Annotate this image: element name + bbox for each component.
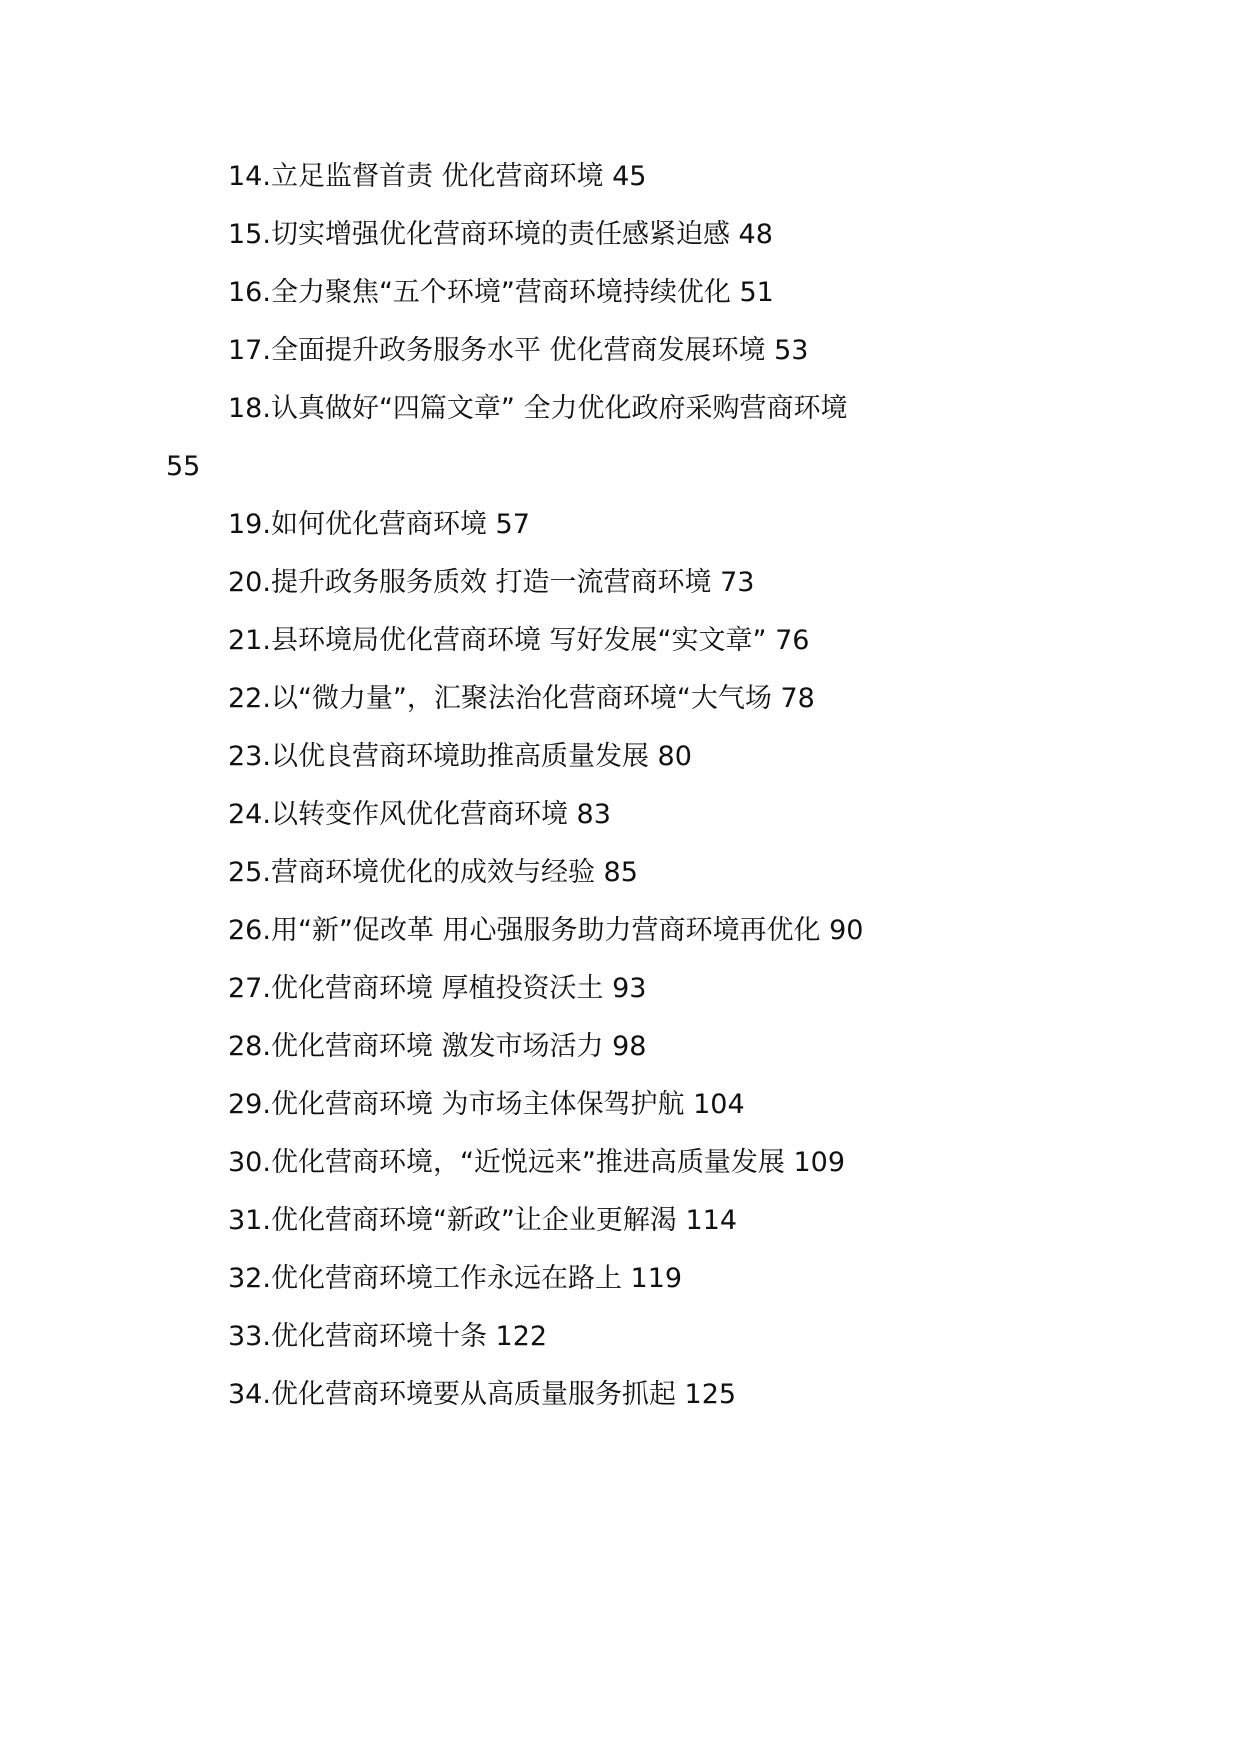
toc-entry-text: 21.县环境局优化营商环境 写好发展“实文章” 76 xyxy=(228,625,810,656)
toc-entry-17[interactable] xyxy=(0,322,1100,380)
toc-entry-text: 16.全力聚焦“五个环境”营商环境持续优化 51 xyxy=(228,277,774,308)
toc-entry-text: 23.以优良营商环境助推高质量发展 80 xyxy=(228,741,692,772)
toc-entry-text: 34.优化营商环境要从高质量服务抓起 125 xyxy=(228,1379,737,1410)
toc-entry-23[interactable] xyxy=(0,728,1100,786)
toc-entry-text: 19.如何优化营商环境 57 xyxy=(228,509,530,540)
toc-entry-32[interactable] xyxy=(0,1250,1100,1308)
toc-entry-text: 14.立足监督首责 优化营商环境 45 xyxy=(228,161,647,192)
toc-entry-text: 25.营商环境优化的成效与经验 85 xyxy=(228,857,638,888)
toc-entry-text: 20.提升政务服务质效 打造一流营商环境 73 xyxy=(228,567,755,598)
toc-entry-25[interactable] xyxy=(0,844,1100,902)
toc-entry-24[interactable] xyxy=(0,786,1100,844)
toc-entry-text: 15.切实增强优化营商环境的责任感紧迫感 48 xyxy=(228,219,773,250)
toc-entry-text: 17.全面提升政务服务水平 优化营商发展环境 53 xyxy=(228,335,809,366)
toc-entry-22[interactable] xyxy=(0,670,1100,728)
toc-entry-text: 30.优化营商环境，“近悦远来”推进高质量发展 109 xyxy=(228,1147,846,1178)
toc-entry-30[interactable] xyxy=(0,1134,1100,1192)
toc-entry-34[interactable] xyxy=(0,1366,1100,1424)
toc-entry-21[interactable] xyxy=(0,612,1100,670)
toc-entry-text: 24.以转变作风优化营商环境 83 xyxy=(228,799,611,830)
toc-entry-18-page[interactable] xyxy=(0,438,1100,496)
toc-entry-33[interactable] xyxy=(0,1308,1100,1366)
toc-entry-27[interactable] xyxy=(0,960,1100,1018)
toc-entry-18[interactable] xyxy=(0,380,1100,438)
toc-entry-text: 22.以“微力量”，汇聚法治化营商环境“大气场 78 xyxy=(228,683,815,714)
toc-entry-28[interactable] xyxy=(0,1018,1100,1076)
toc-entry-16[interactable] xyxy=(0,264,1100,322)
toc-entry-15[interactable] xyxy=(0,206,1100,264)
toc-entry-19[interactable] xyxy=(0,496,1100,554)
toc-entry-14[interactable] xyxy=(0,148,1100,206)
toc-entry-text: 31.优化营商环境“新政”让企业更解渴 114 xyxy=(228,1205,738,1236)
toc-entry-text: 29.优化营商环境 为市场主体保驾护航 104 xyxy=(228,1089,745,1120)
toc-entry-text: 28.优化营商环境 激发市场活力 98 xyxy=(228,1031,647,1062)
table-of-contents xyxy=(0,148,1100,1424)
toc-entry-text: 27.优化营商环境 厚植投资沃土 93 xyxy=(228,973,647,1004)
toc-entry-text: 26.用“新”促改革 用心强服务助力营商环境再优化 90 xyxy=(228,915,864,946)
toc-entry-29[interactable] xyxy=(0,1076,1100,1134)
toc-entry-20[interactable] xyxy=(0,554,1100,612)
toc-entry-text: 33.优化营商环境十条 122 xyxy=(228,1321,548,1352)
toc-entry-text: 18.认真做好“四篇文章” 全力优化政府采购营商环境 xyxy=(228,393,848,424)
toc-page-number: 55 xyxy=(166,451,201,482)
toc-entry-26[interactable] xyxy=(0,902,1100,960)
toc-entry-31[interactable] xyxy=(0,1192,1100,1250)
toc-entry-text: 32.优化营商环境工作永远在路上 119 xyxy=(228,1263,683,1294)
